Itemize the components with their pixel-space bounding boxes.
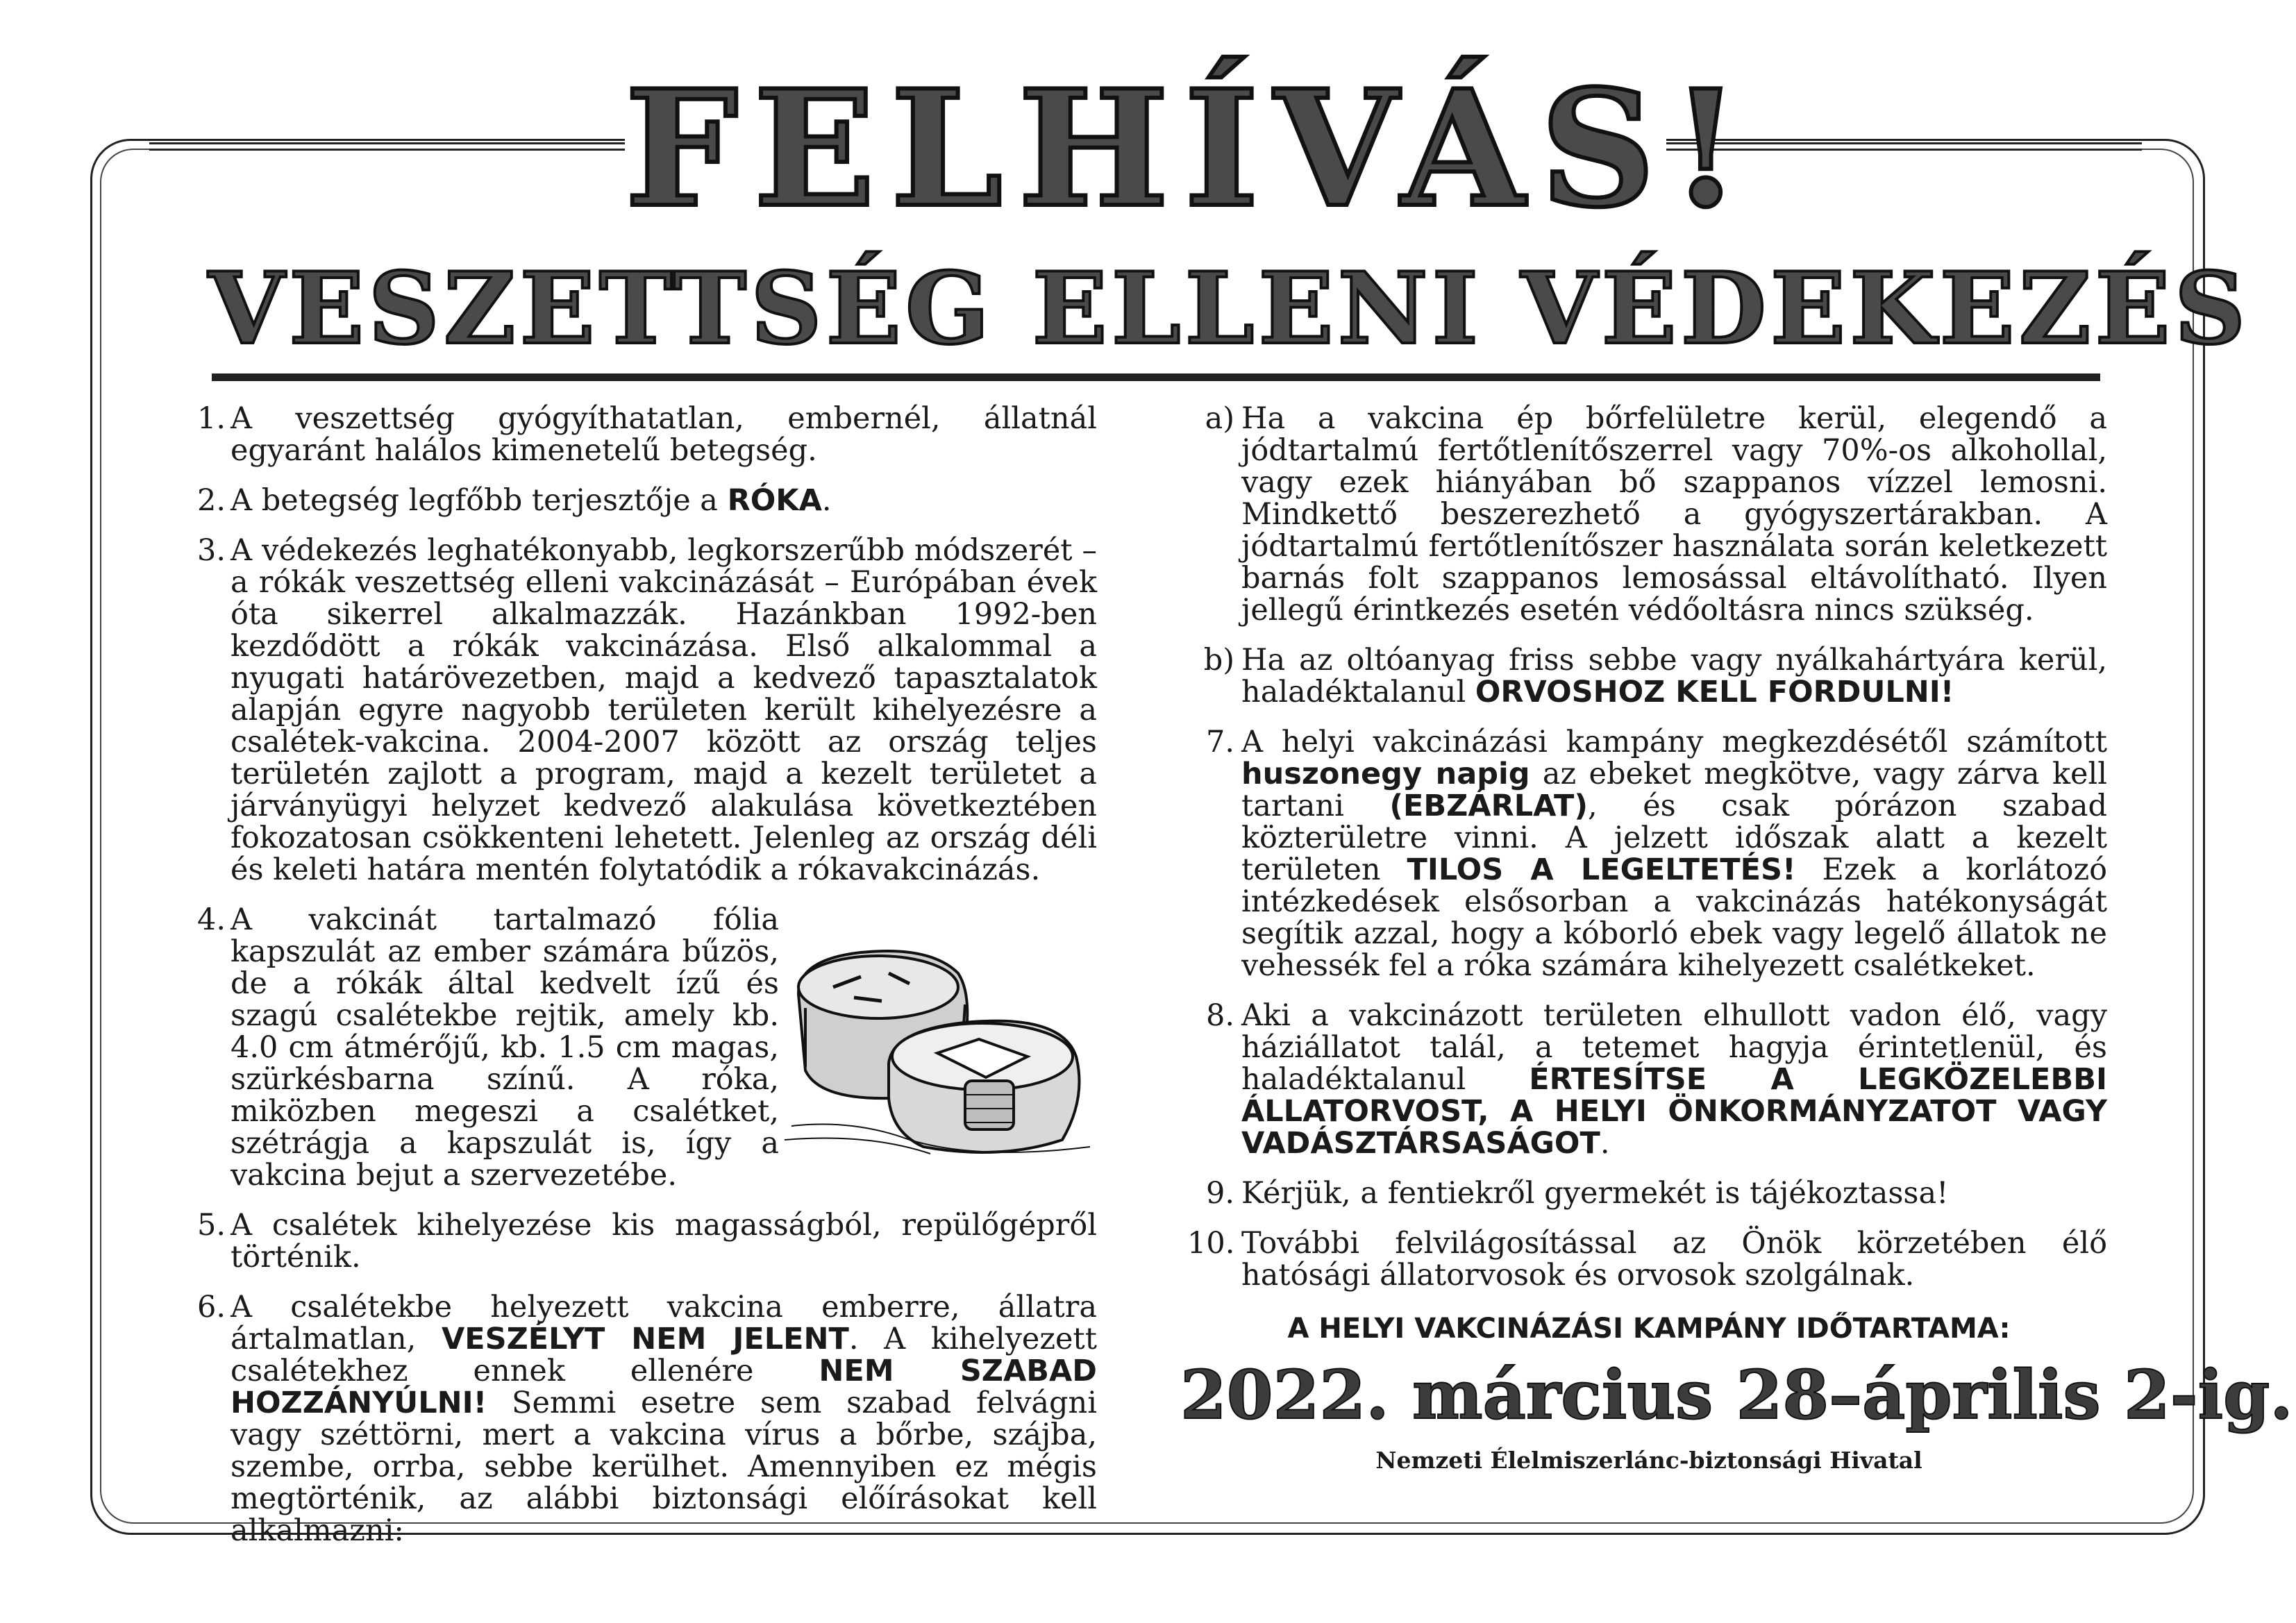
item-number: 6. [196, 1290, 226, 1325]
item-number: 3. [196, 533, 226, 568]
item-text [231, 485, 1097, 516]
list-item [1187, 1000, 2107, 1159]
item-number: 1. [196, 401, 226, 436]
item-number: 5. [196, 1208, 226, 1243]
item-text [231, 904, 779, 1191]
item-number: 10. [1187, 1226, 1235, 1261]
item-text-part: A helyi vakcinázási kampány megkezdésétől számított [1241, 725, 2107, 759]
item-number: 4. [196, 902, 226, 937]
item-text-part: Aki a vakcinázott területen elhullott vadon élő, vagy háziállatot talál, a tetemet hagyja érintetlenül, és haladéktalanul [1241, 998, 2107, 1097]
agency-name: Nemzeti Élelmiszerlánc-biztonsági Hivatal [1375, 1447, 1922, 1474]
item-text-emphasis: NEM SZABAD HOZZÁNYÚLNI! [231, 1354, 1097, 1420]
item-text-part: A veszettség gyógyíthatatlan, embernél, állatnál egyaránt halálos kimenetelű betegség. [231, 401, 1097, 468]
list-item [187, 535, 1097, 886]
item-number: 2. [196, 483, 226, 518]
item-text [1241, 403, 2107, 626]
campaign-label: A HELYI VAKCINÁZÁSI KAMPÁNY IDŐTARTAMA: [1287, 1313, 2011, 1345]
item-text-part: . [1600, 1126, 1610, 1161]
item-text-part: . [821, 483, 832, 518]
item-text-part: Ha a vakcina ép bőrfelületre kerül, elegendő a jódtartalmú fertőtlenítőszerrel vagy 70%-os alkohollal, vagy ezek hiányában bő szappanos vízzel lemosni. Mindkettő beszerezhető a gyógyszertárakban. A jódtartalmú fertőtlenítőszer használata során keletkezett barnás folt szappanos lemosással eltávolítható. Ilyen jellegű érintkezés esetén védőoltásra nincs szükség. [1241, 401, 2107, 628]
item-text [1241, 1000, 2107, 1159]
list-item [1187, 403, 2107, 626]
item-number: b) [1203, 643, 1234, 678]
item-text-part: További felvilágosítással az Önök körzetében élő hatósági állatorvosok és orvosok szolgálnak. [1241, 1226, 2107, 1293]
item-text [1241, 644, 2107, 708]
list-item [187, 403, 1097, 466]
list-item [187, 1291, 1097, 1547]
item-text [1241, 1227, 2107, 1291]
page-subtitle: VESZETTSÉG ELLENI VÉDEKEZÉS [208, 251, 2250, 367]
subtitle-rule [212, 373, 2100, 381]
title-rule-left [149, 142, 628, 151]
item-text-emphasis: VESZÉLYT NEM JELENT [441, 1322, 849, 1356]
item-text-emphasis: ÉRTESÍTSE A LEGKÖZELEBBI ÁLLATORVOST, A HELYI ÖNKORMÁNYZATOT VAGY VADÁSZTÁRSASÁGOT [1241, 1062, 2107, 1161]
item-number: 8. [1205, 998, 1234, 1033]
list-item [187, 485, 1097, 516]
item-text-part: Kérjük, a fentiekről gyermekét is tájékoztassa! [1241, 1176, 1949, 1211]
item-text [1241, 726, 2107, 982]
item-text-part: A vakcinát tartalmazó fólia kapszulát az ember számára bűzös, de a rókák által kedvelt ízű és szagú csalétekbe rejtik, amely kb. 4.0 cm átmérőjű, kb. 1.5 cm magas, szürkésbarna színű. A róka, miközben megeszi a csalétket, szétrágja a kapszulát is, így a vakcina bejut a szervezetébe. [231, 902, 779, 1193]
item-text-emphasis: huszonegy napig [1241, 757, 1530, 791]
item-text-emphasis: RÓKA [727, 483, 822, 518]
item-text-part: , és csak pórázon szabad közterületre vinni. A jelzett időszak alatt a kezelt területen [1241, 789, 2107, 887]
item-text-emphasis: TILOS A LEGELTETÉS! [1407, 852, 1796, 887]
item-number: 7. [1205, 725, 1234, 759]
item-text-part: Ezek a korlátozó intézkedések elsősorban a vakcinázás hatékonyságát segítik azzal, hogy a kóborló ebek vagy legelő állatok ne vehessék fel a róka számára kihelyezett csalétkeket. [1241, 852, 2108, 983]
list-item [1187, 1177, 2107, 1209]
item-text-part: Ha az oltóanyag friss sebbe vagy nyálkahártyára kerül, haladéktalanul [1241, 643, 2107, 709]
page-title: FELHÍVÁS! [625, 56, 1757, 243]
list-item [1187, 726, 2107, 982]
list-item [187, 1209, 1097, 1273]
item-text [1241, 1177, 2107, 1209]
item-text-emphasis: ORVOSHOZ KELL FORDULNI! [1475, 675, 1954, 709]
item-number: a) [1205, 401, 1234, 436]
list-item [1187, 644, 2107, 708]
item-text-part: az ebeket megkötve, vagy zárva kell tartani [1241, 757, 2107, 823]
item-number: 9. [1205, 1176, 1234, 1211]
left-column [187, 403, 1097, 1565]
item-text-part: A védekezés leghatékonyabb, legkorszerűbb módszerét – a rókák veszettség elleni vakcinázását – Európában évek óta sikerrel alkalmazzák. Hazánkban 1992-ben kezdődött a rókák vakcinázása. Első alkalommal a nyugati határövezetben, majd a kedvező tapasztalatok alapján egyre nagyobb területen került kihelyezésre a csalétek-vakcina. 2004-2007 között az ország teljes területén zajlott a program, majd a kezelt területet a járványügyi helyzet kedvező alakulása következtében fokozatosan csökkenteni lehetett. Jelenleg az ország déli és keleti határa mentén folytatódik a rókavakcinázás. [231, 533, 1097, 887]
item-text [231, 403, 1097, 466]
item-text-part: Semmi esetre sem szabad felvágni vagy széttörni, mert a vakcina vírus a bőrbe, szájba, szembe, orrba, sebbe kerülhet. Amennyiben ez mégis megtörténik, az alábbi biztonsági előírásokat kell alkalmazni: [231, 1386, 1097, 1548]
list-item [187, 904, 1097, 1191]
campaign-dates: 2022. március 28–április 2-ig. [1180, 1356, 2293, 1434]
item-text-part: . A kihelyezett csalétekhez ennek ellenére [231, 1322, 1097, 1388]
item-text-part: A csalétek kihelyezése kis magasságból, repülőgépről történik. [231, 1208, 1097, 1275]
bait-capsule-icon [771, 918, 1104, 1168]
item-text-emphasis: (EBZÁRLAT) [1389, 789, 1589, 823]
right-column [1187, 403, 2107, 1309]
item-text [231, 1209, 1097, 1273]
item-text-part: A csalétekbe helyezett vakcina emberre, állatra ártalmatlan, [231, 1290, 1097, 1356]
item-text [231, 1291, 1097, 1547]
list-item [1187, 1227, 2107, 1291]
item-text-part: A betegség legfőbb terjesztője a [231, 483, 728, 518]
item-text [231, 535, 1097, 886]
